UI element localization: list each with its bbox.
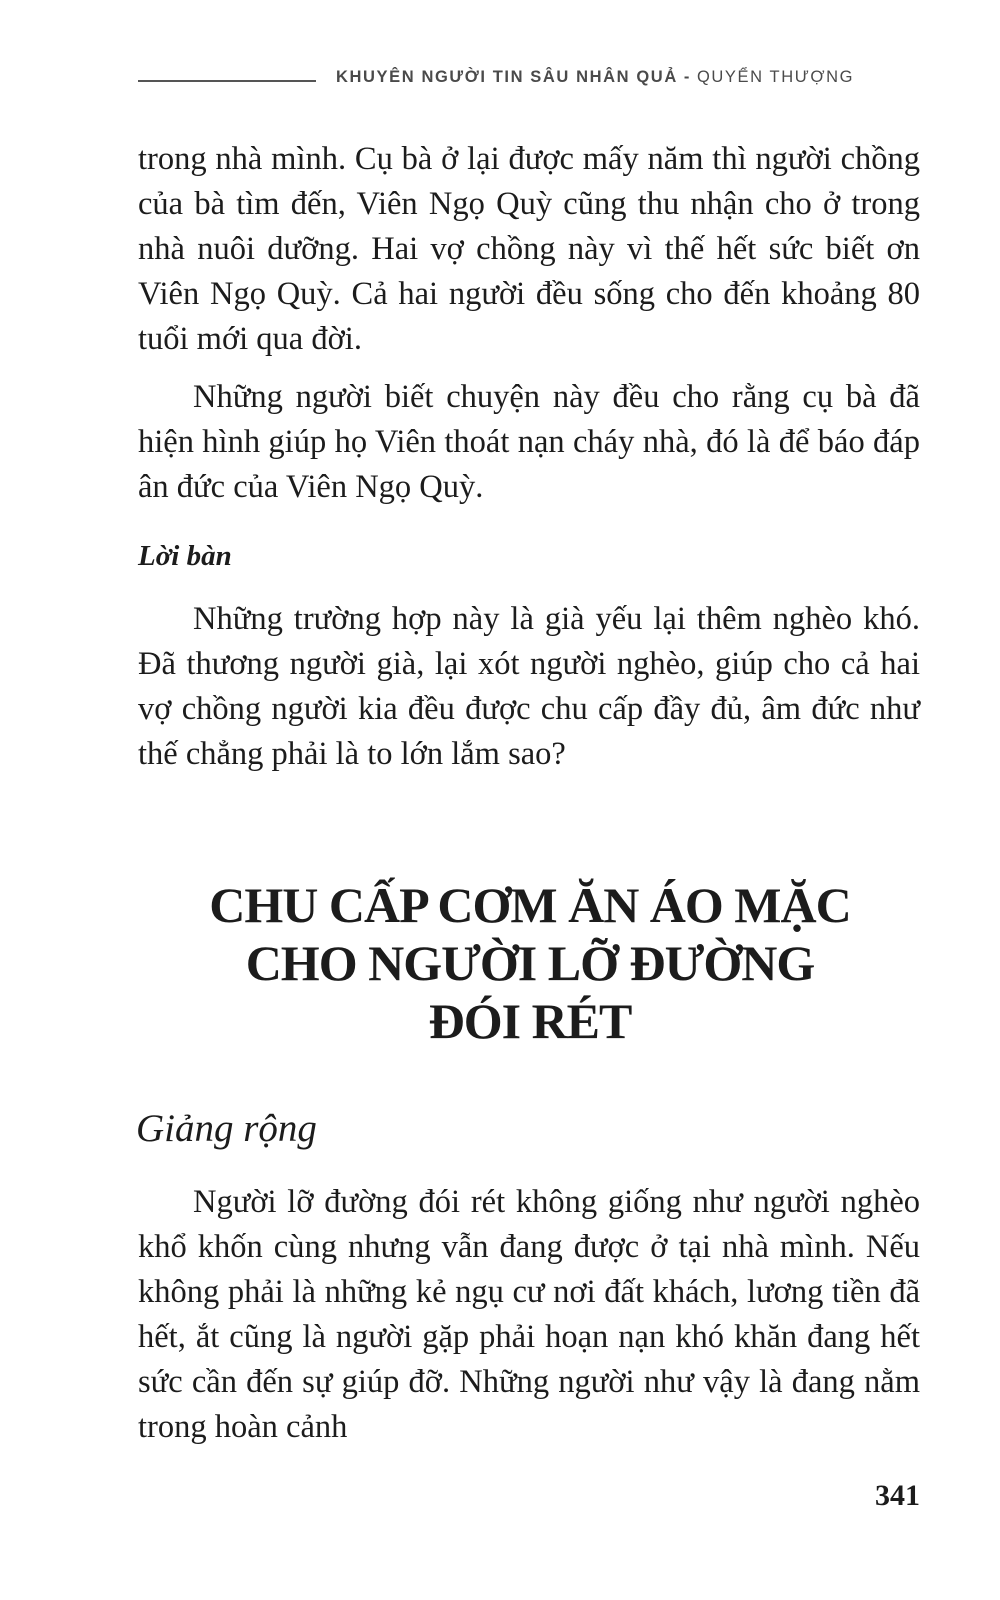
story-paragraph-2: Những người biết chuyện này đều cho rằng cụ bà đã hiện hình giúp họ Viên thoát nạn cháy nhà, đó là để báo đáp ân đức của Viên Ngọ Quỳ. (138, 379, 920, 505)
section-heading: Giảng rộng (136, 1107, 317, 1150)
story-continuation (138, 137, 920, 362)
running-header (138, 62, 920, 92)
header-rule (138, 80, 316, 82)
book-title: KHUYÊN NGƯỜI TIN SÂU NHÂN QUẢ (336, 67, 678, 86)
section-body (138, 1180, 920, 1450)
comment-label: Lời bàn (138, 540, 232, 572)
comment-paragraph: Những trường hợp này là già yếu lại thêm nghèo khó. Đã thương người già, lại xót người nghèo, giúp cho cả hai vợ chồng người kia đều được chu cấp đầy đủ, âm đức như thế chẳng phải là to lớn lắm sao? (138, 601, 920, 772)
header-text (336, 68, 854, 87)
story-conclusion (138, 375, 920, 510)
chapter-title-line-2: CHO NGƯỜI LỠ ĐƯỜNG (245, 935, 815, 991)
header-separator: - (683, 67, 691, 86)
volume-label: QUYỂN THƯỢNG (696, 67, 855, 86)
comment-body (138, 597, 920, 777)
chapter-title-line-1: CHU CẤP CƠM ĂN ÁO MẶC (209, 877, 851, 933)
section-paragraph: Người lỡ đường đói rét không giống như người nghèo khổ khốn cùng nhưng vẫn đang được ở tại nhà mình. Nếu không phải là những kẻ ngụ cư nơi đất khách, lương tiền đã hết, ắt cũng là người gặp phải hoạn nạn khó khăn đang hết sức cần đến sự giúp đỡ. Những người như vậy là đang nằm trong hoàn cảnh (138, 1184, 920, 1445)
story-paragraph-1: trong nhà mình. Cụ bà ở lại được mấy năm thì người chồng của bà tìm đến, Viên Ngọ Quỳ cũng thu nhận cho ở trong nhà nuôi dưỡng. Hai vợ chồng này vì thế hết sức biết ơn Viên Ngọ Quỳ. Cả hai người đều sống cho đến khoảng 80 tuổi mới qua đời. (138, 141, 920, 357)
chapter-title-line-3: ĐÓI RÉT (428, 993, 632, 1049)
page-number: 341 (875, 1479, 920, 1512)
chapter-title (120, 876, 940, 1050)
